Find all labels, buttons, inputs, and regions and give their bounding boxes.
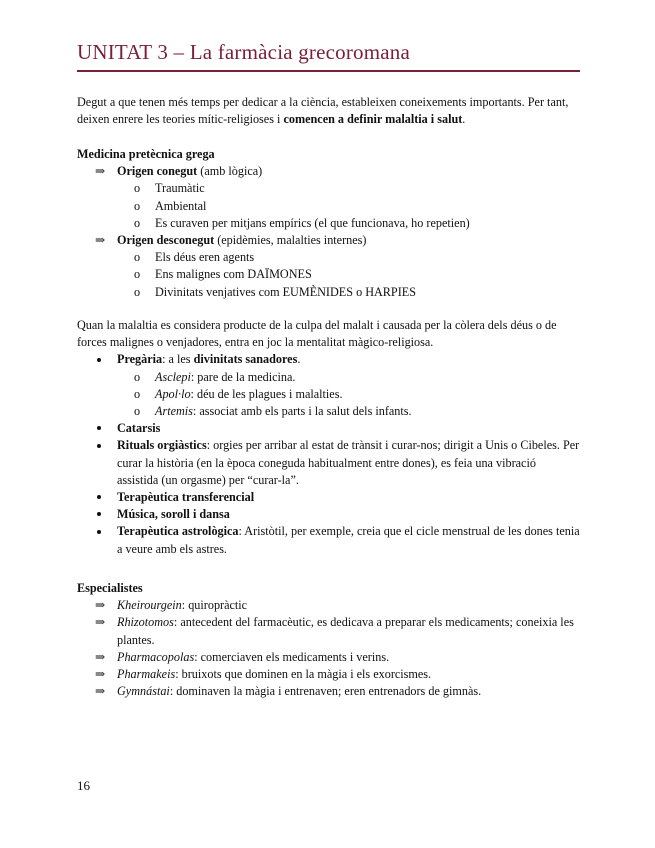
arrow-icon: ⇒ — [95, 598, 106, 613]
intro-end: . — [462, 112, 466, 127]
sub-item-text: Els déus eren agents — [155, 250, 255, 265]
magico-religiosa-section — [77, 317, 580, 558]
sub-item-text: Traumàtic — [155, 181, 205, 196]
item-bold: Origen conegut — [117, 164, 198, 179]
bullet-icon — [97, 506, 101, 523]
item-bold: divinitats sanadores — [193, 352, 298, 367]
list-item — [77, 386, 580, 403]
circle-bullet-icon: o — [134, 198, 141, 213]
arrow-icon: ⇒ — [95, 684, 106, 699]
term: Kheirourgein — [117, 598, 182, 613]
section-pretecnica — [77, 146, 580, 301]
bullet-icon — [97, 437, 101, 454]
sub-item-text: Es curaven per mitjans empírics (el que funcionava, ho repetien) — [155, 215, 470, 230]
list-item — [77, 198, 580, 215]
list-item — [77, 351, 580, 368]
god-name: Apol·lo — [155, 386, 191, 401]
bullet-icon — [97, 351, 101, 368]
list-item — [77, 163, 580, 180]
list-item — [77, 489, 580, 506]
circle-bullet-icon: o — [134, 250, 141, 265]
page-title: UNITAT 3 – La farmàcia grecoromana — [77, 40, 410, 64]
section-especialistes — [77, 580, 580, 700]
god-name: Asclepi — [155, 369, 191, 384]
list-item — [77, 232, 580, 249]
list-item — [77, 597, 580, 614]
item-text: : a les — [162, 352, 194, 367]
god-name: Artemis — [155, 404, 193, 419]
sub-item-text: Ens malignes com DAÏMONES — [155, 267, 312, 282]
list-item — [77, 666, 580, 683]
circle-bullet-icon: o — [134, 267, 141, 282]
intro-bold: comencen a definir malaltia i salut — [283, 112, 463, 127]
item-bold: Música, soroll i dansa — [117, 507, 230, 522]
item-bold: Rituals orgiàstics — [117, 438, 207, 453]
arrow-icon: ⇒ — [95, 233, 106, 248]
list-item — [77, 266, 580, 283]
intro-text: Degut a que tenen més temps per dedicar a la ciència, estableixen coneixements importants. Per tant, deixen enrere les teories mític-religioses i — [77, 95, 569, 127]
item-bold: Origen desconegut — [117, 233, 215, 248]
term: Rhizotomos — [117, 615, 174, 630]
list-item — [77, 420, 580, 437]
paragraph: Quan la malaltia es considera producte de la culpa del malalt i causada per la còlera dels déus o de forces malignes o venjadores, entra en joc la mentalitat màgico-religiosa. — [77, 318, 557, 350]
list-item — [77, 284, 580, 301]
circle-bullet-icon: o — [134, 181, 141, 196]
arrow-icon: ⇒ — [95, 667, 106, 682]
circle-bullet-icon: o — [134, 215, 141, 230]
bullet-icon — [97, 489, 101, 506]
term: Gymnástai — [117, 684, 170, 699]
god-desc: : associat amb els parts i la salut dels infants. — [192, 404, 412, 419]
arrow-icon: ⇒ — [95, 164, 106, 179]
list-item — [77, 180, 580, 197]
list-item — [77, 403, 580, 420]
list-item — [77, 523, 580, 557]
circle-bullet-icon: o — [134, 369, 141, 384]
bullet-icon — [97, 420, 101, 437]
circle-bullet-icon: o — [134, 386, 141, 401]
circle-bullet-icon: o — [134, 404, 141, 419]
list-item — [77, 369, 580, 386]
term: Pharmakeis — [117, 667, 176, 682]
item-bold: Terapèutica astrològica — [117, 524, 239, 539]
term-desc: : quiropràctic — [181, 598, 248, 613]
list-item — [77, 683, 580, 700]
bullet-icon — [97, 523, 101, 540]
item-bold: Pregària — [117, 352, 163, 367]
list-item — [77, 614, 580, 648]
item-bold: Catarsis — [117, 421, 161, 436]
god-desc: : déu de les plagues i malalties. — [190, 386, 343, 401]
list-item — [77, 249, 580, 266]
arrow-icon: ⇒ — [95, 649, 106, 664]
section-heading: Medicina pretècnica grega — [77, 147, 215, 161]
arrow-icon: ⇒ — [95, 615, 106, 630]
list-item — [77, 215, 580, 232]
term-desc: : bruixots que dominen en la màgia i els exorcismes. — [175, 667, 432, 682]
sub-item-text: Ambiental — [155, 198, 207, 213]
term-desc: : comerciaven els medicaments i verins. — [194, 649, 390, 664]
list-item — [77, 437, 580, 489]
title-divider — [77, 70, 580, 72]
god-desc: : pare de la medicina. — [190, 369, 296, 384]
term: Pharmacopolas — [117, 649, 195, 664]
item-text: : Aristòtil, per exemple, creia que el cicle menstrual de les dones tenia a veure amb els astres. — [117, 524, 580, 556]
list-item — [77, 506, 580, 523]
term-desc: : dominaven la màgia i entrenaven; eren entrenadors de gimnàs. — [169, 684, 482, 699]
term-desc: : antecedent del farmacèutic, es dedicava a preparar els medicaments; coneixia les plantes. — [117, 615, 574, 647]
item-rest: (epidèmies, malalties internes) — [214, 233, 367, 248]
item-rest: (amb lògica) — [197, 164, 263, 179]
page-number: 16 — [77, 778, 90, 793]
item-text: . — [297, 352, 301, 367]
circle-bullet-icon: o — [134, 284, 141, 299]
item-text: : orgies per arribar al estat de trànsit i curar-nos; dirigit a Unis o Cibeles. Per curar la història (en la època coneguda habitualment entre dones), es feia una vibració assistida (un orgasme) per “curar-la”. — [117, 438, 580, 487]
item-bold: Terapèutica transferencial — [117, 490, 255, 505]
intro-paragraph — [77, 94, 580, 128]
sub-item-text: Divinitats venjatives com EUMÈNIDES o HARPIES — [155, 284, 416, 299]
list-item — [77, 649, 580, 666]
section-heading: Especialistes — [77, 581, 143, 595]
